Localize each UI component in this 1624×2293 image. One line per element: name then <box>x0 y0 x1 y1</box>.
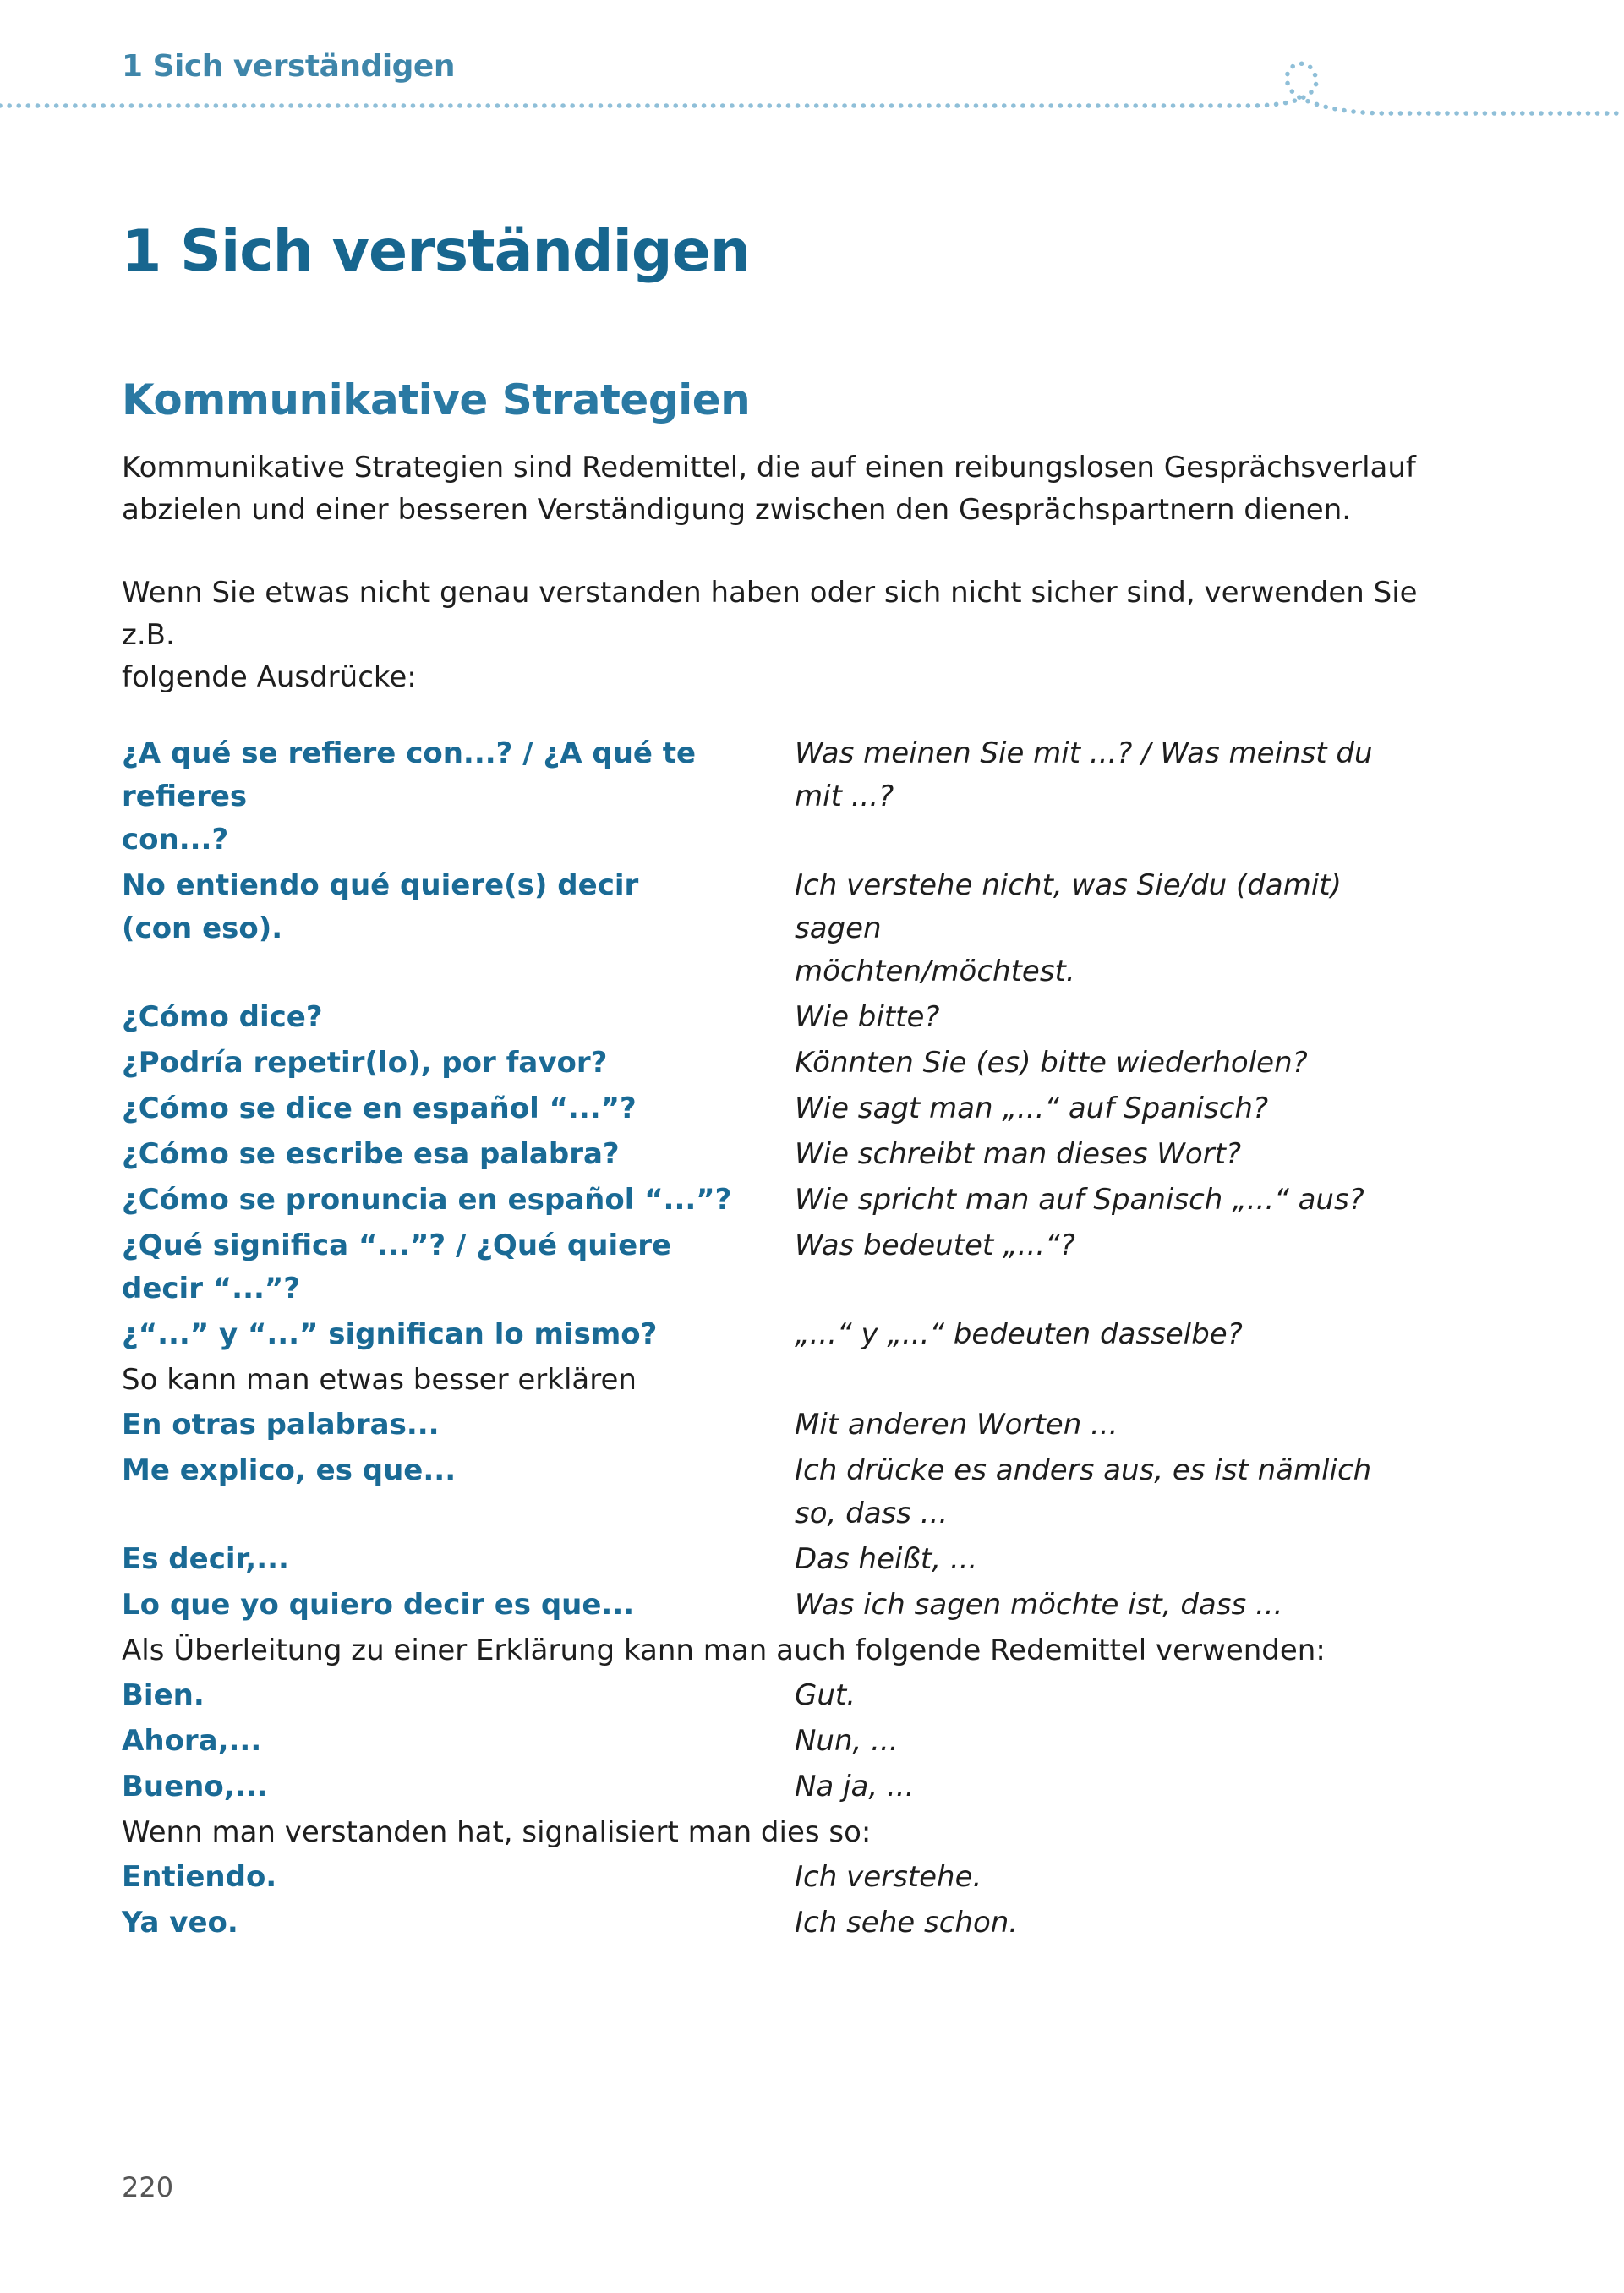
spanish-phrase-line: ¿Podría repetir(lo), por favor? <box>122 1046 608 1080</box>
spanish-phrase-line: ¿Cómo dice? <box>122 1000 323 1034</box>
german-translation <box>795 1538 1403 1581</box>
spanish-phrase-line: Entiendo. <box>122 1860 277 1894</box>
german-translation-line: Mit anderen Worten ... <box>795 1408 1118 1442</box>
phrase-row <box>122 1404 1466 1447</box>
spanish-phrase-line: Me explico, es que... <box>122 1453 457 1487</box>
phrase-row <box>122 1765 1466 1809</box>
intro-line: abzielen und einer besseren Verständigung zwischen den Gesprächspartnern dienen. <box>122 493 1352 527</box>
spanish-phrase-line: Es decir,... <box>122 1542 289 1576</box>
phrase-row <box>122 1449 1466 1535</box>
phrase-row <box>122 996 1466 1039</box>
spanish-phrase <box>122 1538 795 1581</box>
unclear-intro-line: Wenn Sie etwas nicht genau verstanden haben oder sich nicht sicher sind, verwenden Sie z.B. <box>122 576 1418 652</box>
page-number: 220 <box>122 2171 174 2203</box>
spanish-phrase-line: ¿Qué significa “...”? / ¿Qué quiere <box>122 1229 672 1262</box>
german-translation-line: Gut. <box>795 1678 856 1712</box>
spanish-phrase <box>122 1720 795 1763</box>
spanish-phrase <box>122 1224 795 1311</box>
spanish-phrase-line: ¿A qué se refiere con...? / ¿A qué te refieres <box>122 736 697 813</box>
spanish-phrase <box>122 1404 795 1447</box>
german-translation <box>795 1313 1403 1356</box>
phrase-row <box>122 732 1466 862</box>
phrase-row <box>122 1674 1466 1717</box>
german-translation <box>795 1720 1403 1763</box>
german-translation-line: Was ich sagen möchte ist, dass ... <box>795 1588 1283 1622</box>
chapter-title: 1 Sich verständigen <box>122 218 751 285</box>
german-translation-line: Könnten Sie (es) bitte wiederholen? <box>795 1046 1308 1080</box>
spanish-phrase <box>122 1042 795 1085</box>
spanish-phrase-line: ¿Cómo se pronuncia en español “...”? <box>122 1183 732 1217</box>
spanish-phrase <box>122 732 795 862</box>
german-translation <box>795 1179 1403 1222</box>
spanish-phrase-line: Ahora,... <box>122 1724 262 1758</box>
german-translation <box>795 732 1403 862</box>
phrase-row <box>122 864 1466 993</box>
intro-paragraph <box>122 446 1466 531</box>
spanish-phrase-line: (con eso). <box>122 911 283 945</box>
german-translation <box>795 1856 1403 1899</box>
spanish-phrase-line: ¿Cómo se dice en español “...”? <box>122 1092 637 1125</box>
german-translation <box>795 1087 1403 1130</box>
german-translation-line: Nun, ... <box>795 1724 899 1758</box>
spanish-phrase-line: En otras palabras... <box>122 1408 440 1442</box>
german-translation <box>795 1224 1403 1311</box>
phrase-list-transition <box>122 1674 1466 1809</box>
german-translation-line: Das heißt, ... <box>795 1542 978 1576</box>
german-translation-line: Wie schreibt man dieses Wort? <box>795 1137 1241 1171</box>
german-translation-line: Wie spricht man auf Spanisch „...“ aus? <box>795 1183 1364 1217</box>
spanish-phrase-line: con...? <box>122 823 229 856</box>
german-translation-line: Wie sagt man „...“ auf Spanisch? <box>795 1092 1268 1125</box>
german-translation <box>795 1674 1403 1717</box>
german-translation-line: Ich drücke es anders aus, es ist nämlich <box>795 1453 1372 1487</box>
spanish-phrase <box>122 1584 795 1627</box>
spanish-phrase <box>122 1902 795 1945</box>
phrase-row <box>122 1179 1466 1222</box>
german-translation-line: Ich verstehe. <box>795 1860 982 1894</box>
german-translation-line: Na ja, ... <box>795 1770 915 1803</box>
german-translation-line: Wie bitte? <box>795 1000 940 1034</box>
phrase-list-explain <box>122 1404 1466 1627</box>
dotted-decoration <box>0 25 1624 127</box>
spanish-phrase-line: Lo que yo quiero decir es que... <box>122 1588 635 1622</box>
running-header-title: 1 Sich verständigen <box>122 49 455 84</box>
spanish-phrase-line: Ya veo. <box>122 1906 238 1940</box>
german-translation <box>795 864 1403 993</box>
unclear-intro-paragraph <box>122 572 1466 698</box>
spanish-phrase-line: ¿Cómo se escribe esa palabra? <box>122 1137 620 1171</box>
phrase-row <box>122 1856 1466 1899</box>
german-translation <box>795 1902 1403 1945</box>
phrase-row <box>122 1720 1466 1763</box>
phrase-row <box>122 1042 1466 1085</box>
spanish-phrase <box>122 1313 795 1356</box>
phrase-row <box>122 1087 1466 1130</box>
german-translation <box>795 1404 1403 1447</box>
german-translation <box>795 996 1403 1039</box>
spanish-phrase <box>122 1856 795 1899</box>
german-translation <box>795 1449 1403 1535</box>
german-translation-line: möchten/möchtest. <box>795 955 1075 988</box>
phrase-row <box>122 1902 1466 1945</box>
german-translation <box>795 1133 1403 1176</box>
phrase-row <box>122 1313 1466 1356</box>
spanish-phrase <box>122 864 795 993</box>
unclear-intro-line: folgende Ausdrücke: <box>122 660 417 694</box>
spanish-phrase-line: Bien. <box>122 1678 205 1712</box>
spanish-phrase-line: decir “...”? <box>122 1272 300 1305</box>
transition-intro: Als Überleitung zu einer Erklärung kann man auch folgende Redemittel verwenden: <box>122 1634 1326 1667</box>
spanish-phrase-line: Bueno,... <box>122 1770 268 1803</box>
phrase-list-unclear <box>122 732 1466 1356</box>
german-translation-line: Was bedeutet „...“? <box>795 1229 1075 1262</box>
spanish-phrase-line: No entiendo qué quiere(s) decir <box>122 868 639 902</box>
german-translation-line: Ich verstehe nicht, was Sie/du (damit) sagen <box>795 868 1342 945</box>
spanish-phrase <box>122 1087 795 1130</box>
phrase-row <box>122 1584 1466 1627</box>
spanish-phrase <box>122 1449 795 1535</box>
german-translation-line: „...“ y „...“ bedeuten dasselbe? <box>795 1317 1243 1351</box>
explain-intro: So kann man etwas besser erklären <box>122 1363 637 1397</box>
section-heading: Kommunikative Strategien <box>122 375 751 424</box>
intro-line: Kommunikative Strategien sind Redemittel, die auf einen reibungslosen Gesprächsverlauf <box>122 451 1416 484</box>
understood-intro: Wenn man verstanden hat, signalisiert man dies so: <box>122 1815 872 1849</box>
spanish-phrase <box>122 1765 795 1809</box>
spanish-phrase <box>122 996 795 1039</box>
german-translation <box>795 1042 1403 1085</box>
spanish-phrase <box>122 1674 795 1717</box>
phrase-row <box>122 1224 1466 1311</box>
phrase-list-understood <box>122 1856 1466 1945</box>
page-content <box>122 446 1466 1945</box>
german-translation <box>795 1584 1403 1627</box>
german-translation-line: so, dass ... <box>795 1497 949 1530</box>
spanish-phrase-line: ¿“...” y “...” significan lo mismo? <box>122 1317 658 1351</box>
phrase-row <box>122 1133 1466 1176</box>
german-translation-line: Was meinen Sie mit ...? / Was meinst du mit ...? <box>795 736 1373 813</box>
phrase-row <box>122 1538 1466 1581</box>
german-translation-line: Ich sehe schon. <box>795 1906 1019 1940</box>
spanish-phrase <box>122 1179 795 1222</box>
spanish-phrase <box>122 1133 795 1176</box>
german-translation <box>795 1765 1403 1809</box>
